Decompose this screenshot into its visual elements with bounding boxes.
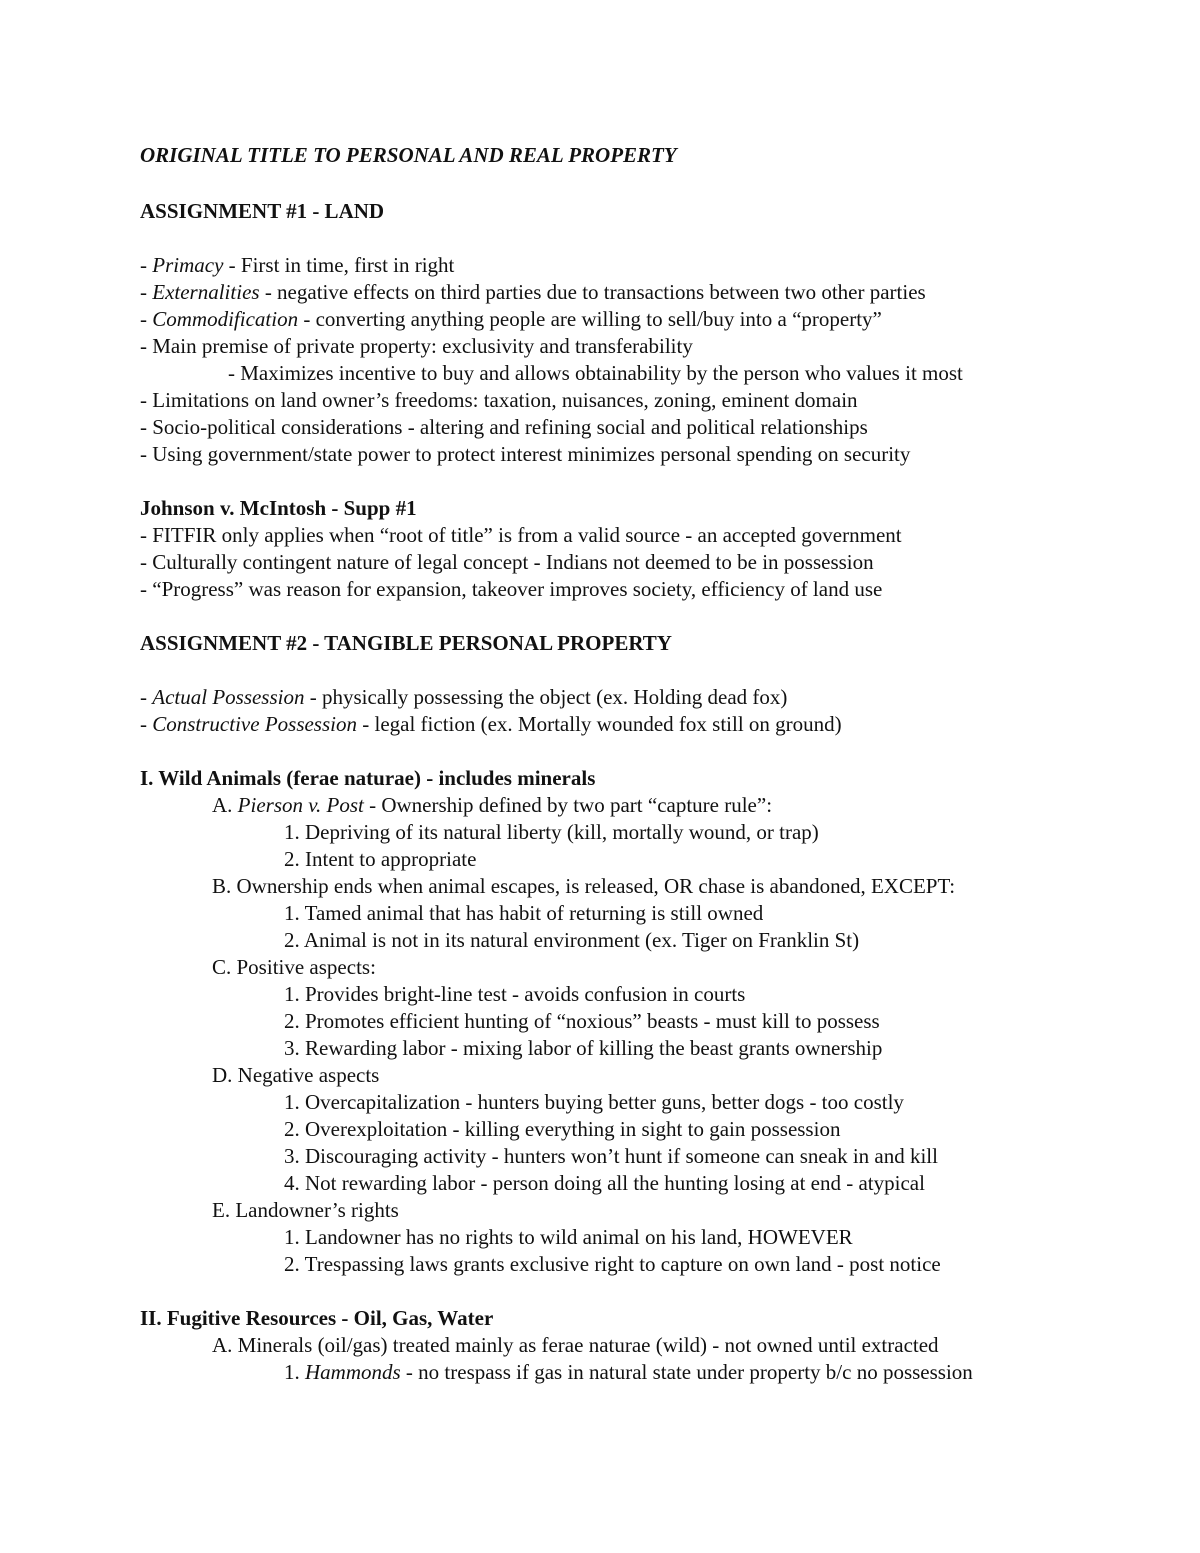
assignment-1-item-primacy: - Primacy - First in time, first in right (140, 253, 455, 277)
document-title: ORIGINAL TITLE TO PERSONAL AND REAL PROPERTY (140, 143, 677, 167)
assignment-1-item-externalities: - Externalities - negative effects on third parties due to transactions between two other parties (140, 280, 926, 304)
johnson-item: - “Progress” was reason for expansion, takeover improves society, efficiency of land use (140, 577, 883, 601)
fugitive-resources-heading: II. Fugitive Resources - Oil, Gas, Water (140, 1306, 494, 1330)
assignment-1-item-premise: - Main premise of private property: exclusivity and transferability (140, 334, 693, 358)
assignment-1-item-socio-political: - Socio-political considerations - altering and refining social and political relationships (140, 415, 868, 439)
wild-animals-b-item: 1. Tamed animal that has habit of returning is still owned (284, 901, 764, 925)
wild-animals-a-item: 2. Intent to appropriate (284, 847, 477, 871)
wild-animals-b-item: 2. Animal is not in its natural environment (ex. Tiger on Franklin St) (284, 928, 860, 952)
assignment-1-heading: ASSIGNMENT #1 - LAND (140, 199, 385, 223)
assignment-1-item-commodification: - Commodification - converting anything people are willing to sell/buy into a “property” (140, 307, 882, 331)
johnson-item: - FITFIR only applies when “root of title” is from a valid source - an accepted government (140, 523, 902, 547)
wild-animals-d-item: 1. Overcapitalization - hunters buying better guns, better dogs - too costly (284, 1090, 904, 1114)
wild-animals-c-item: 3. Rewarding labor - mixing labor of killing the beast grants ownership (284, 1036, 883, 1060)
wild-animals-c-item: 2. Promotes efficient hunting of “noxious” beasts - must kill to possess (284, 1009, 880, 1033)
fugitive-resources-section-a: A. Minerals (oil/gas) treated mainly as ferae naturae (wild) - not owned until extracted (212, 1333, 939, 1357)
assignment-1-subitem-maximizes: - Maximizes incentive to buy and allows obtainability by the person who values it most (228, 361, 963, 385)
wild-animals-section-e: E. Landowner’s rights (212, 1198, 399, 1222)
wild-animals-e-item: 1. Landowner has no rights to wild animal on his land, HOWEVER (284, 1225, 853, 1249)
assignment-2-item-constructive-possession: - Constructive Possession - legal fiction (ex. Mortally wounded fox still on ground) (140, 712, 842, 736)
assignment-2-heading: ASSIGNMENT #2 - TANGIBLE PERSONAL PROPERTY (140, 631, 672, 655)
wild-animals-section-a: A. Pierson v. Post - Ownership defined by two part “capture rule”: (212, 793, 773, 817)
wild-animals-d-item: 3. Discouraging activity - hunters won’t hunt if someone can sneak in and kill (284, 1144, 938, 1168)
wild-animals-section-b: B. Ownership ends when animal escapes, is released, OR chase is abandoned, EXCEPT: (212, 874, 956, 898)
fugitive-resources-a-item-hammonds: 1. Hammonds - no trespass if gas in natural state under property b/c no possession (284, 1360, 973, 1384)
wild-animals-d-item: 2. Overexploitation - killing everything in sight to gain possession (284, 1117, 841, 1141)
wild-animals-section-c: C. Positive aspects: (212, 955, 376, 979)
wild-animals-a-item: 1. Depriving of its natural liberty (kill, mortally wound, or trap) (284, 820, 819, 844)
assignment-1-item-limitations: - Limitations on land owner’s freedoms: taxation, nuisances, zoning, eminent domain (140, 388, 858, 412)
johnson-heading: Johnson v. McIntosh - Supp #1 (140, 496, 417, 520)
wild-animals-d-item: 4. Not rewarding labor - person doing all the hunting losing at end - atypical (284, 1171, 925, 1195)
wild-animals-c-item: 1. Provides bright-line test - avoids confusion in courts (284, 982, 746, 1006)
assignment-1-item-government: - Using government/state power to protect interest minimizes personal spending on security (140, 442, 911, 466)
wild-animals-section-d: D. Negative aspects (212, 1063, 380, 1087)
wild-animals-heading: I. Wild Animals (ferae naturae) - includes minerals (140, 766, 596, 790)
johnson-item: - Culturally contingent nature of legal concept - Indians not deemed to be in possession (140, 550, 874, 574)
assignment-2-item-actual-possession: - Actual Possession - physically possessing the object (ex. Holding dead fox) (140, 685, 788, 709)
wild-animals-e-item: 2. Trespassing laws grants exclusive right to capture on own land - post notice (284, 1252, 941, 1276)
